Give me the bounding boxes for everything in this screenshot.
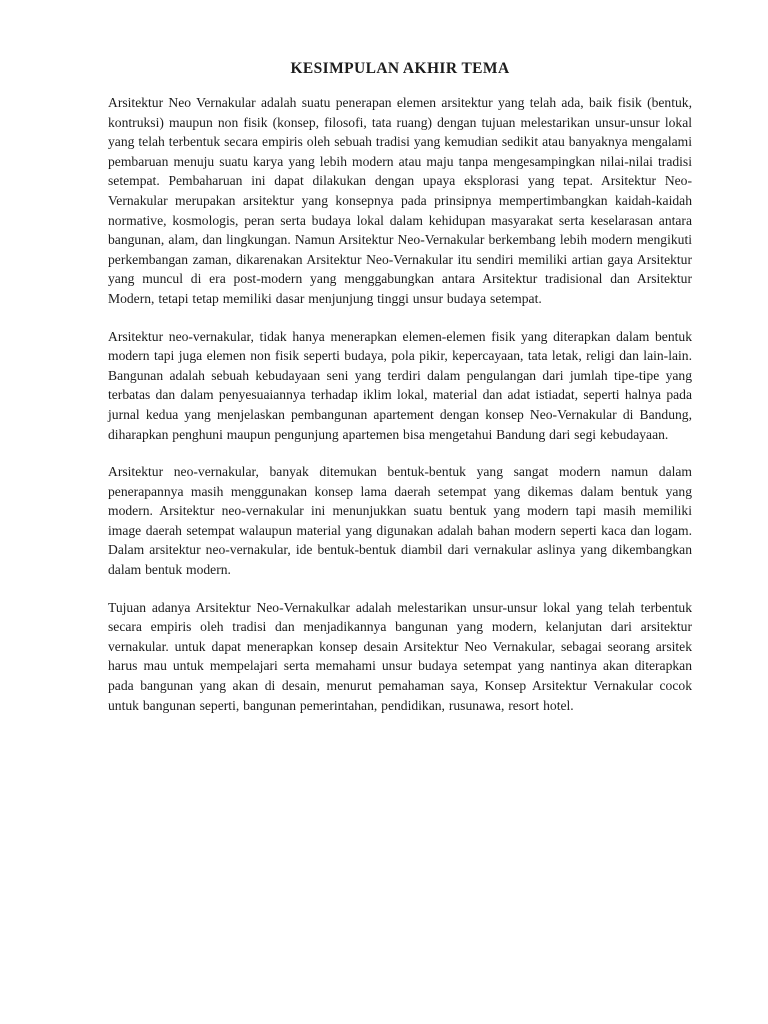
document-content xyxy=(108,60,692,733)
paragraph-1: Arsitektur Neo Vernakular adalah suatu penerapan elemen arsitektur yang telah ada, baik fisik (bentuk, kontruksi) maupun non fisik (konsep, filosofi, tata ruang) dengan tujuan melestarikan unsur-unsur lokal yang telah terbentuk secara empiris oleh sebuah tradisi yang kemudian sedikit atau banyaknya mengalami pembaruan menuju suatu karya yang lebih modern atau maju tanpa mengesampingkan nilai-nilai tradisi setempat. Pembaharuan ini dapat dilakukan dengan upaya eksplorasi yang tepat. Arsitektur Neo-Vernakular merupakan arsitektur yang konsepnya pada prinsipnya mempertimbangkan kaidah-kaidah normative, kosmologis, peran serta budaya lokal dalam kehidupan masyarakat serta keselarasan antara bangunan, alam, dan lingkungan. Namun Arsitektur Neo-Vernakular berkembang lebih modern mengikuti perkembangan zaman, dikarenakan Arsitektur Neo-Vernakular itu sendiri memiliki artian gaya Arsitektur yang muncul di era post-modern yang menggabungkan antara Arsitektur tradisional dan Arsitektur Modern, tetapi tetap memiliki dasar menjunjung tinggi unsur budaya setempat. xyxy=(108,95,692,306)
paragraph-3: Arsitektur neo-vernakular, banyak ditemukan bentuk-bentuk yang sangat modern namun dalam penerapannya masih menggunakan konsep lama daerah setempat yang dikemas dalam bentuk yang modern. Arsitektur neo-vernakular ini menunjukkan suatu bentuk yang modern tapi masih memiliki image daerah setempat walaupun material yang digunakan adalah bahan modern seperti kaca dan logam. Dalam arsitektur neo-vernakular, ide bentuk-bentuk diambil dari vernakular aslinya yang dikembangkan dalam bentuk modern. xyxy=(108,464,692,578)
paragraph-4: Tujuan adanya Arsitektur Neo-Vernakulkar adalah melestarikan unsur-unsur lokal yang telah terbentuk secara empiris oleh tradisi dan menjadikannya bangunan yang modern, kelanjutan dari arsitektur vernakular. untuk dapat menerapkan konsep desain Arsitektur Neo Vernakular, sebagai seorang arsitek harus mau untuk mempelajari serta memahami unsur budaya setempat yang nantinya akan diterapkan pada bangunan yang akan di desain, menurut pemahaman saya, Konsep Arsitektur Vernakular cocok untuk bangunan seperti, bangunan pemerintahan, pendidikan, rusunawa, resort hotel. xyxy=(108,599,692,713)
paragraph-2: Arsitektur neo-vernakular, tidak hanya menerapkan elemen-elemen fisik yang diterapkan dalam bentuk modern tapi juga elemen non fisik seperti budaya, pola pikir, kepercayaan, tata letak, religi dan lain-lain. Bangunan adalah sebuah kebudayaan seni yang terdiri dalam pengulangan dari jumlah tipe-tipe yang terbatas dan dalam penyesuaiannya terhadap iklim lokal, material dan adat istiadat, seperti halnya pada jurnal kedua yang menjelaskan pembangunan apartement dengan konsep Neo-Vernakular di Bandung, diharapkan penghuni maupun pengunjung apartemen bisa mengetahui Bandung dari segi kebudayaan. xyxy=(108,328,692,442)
page-title: KESIMPULAN AKHIR TEMA xyxy=(290,60,510,77)
